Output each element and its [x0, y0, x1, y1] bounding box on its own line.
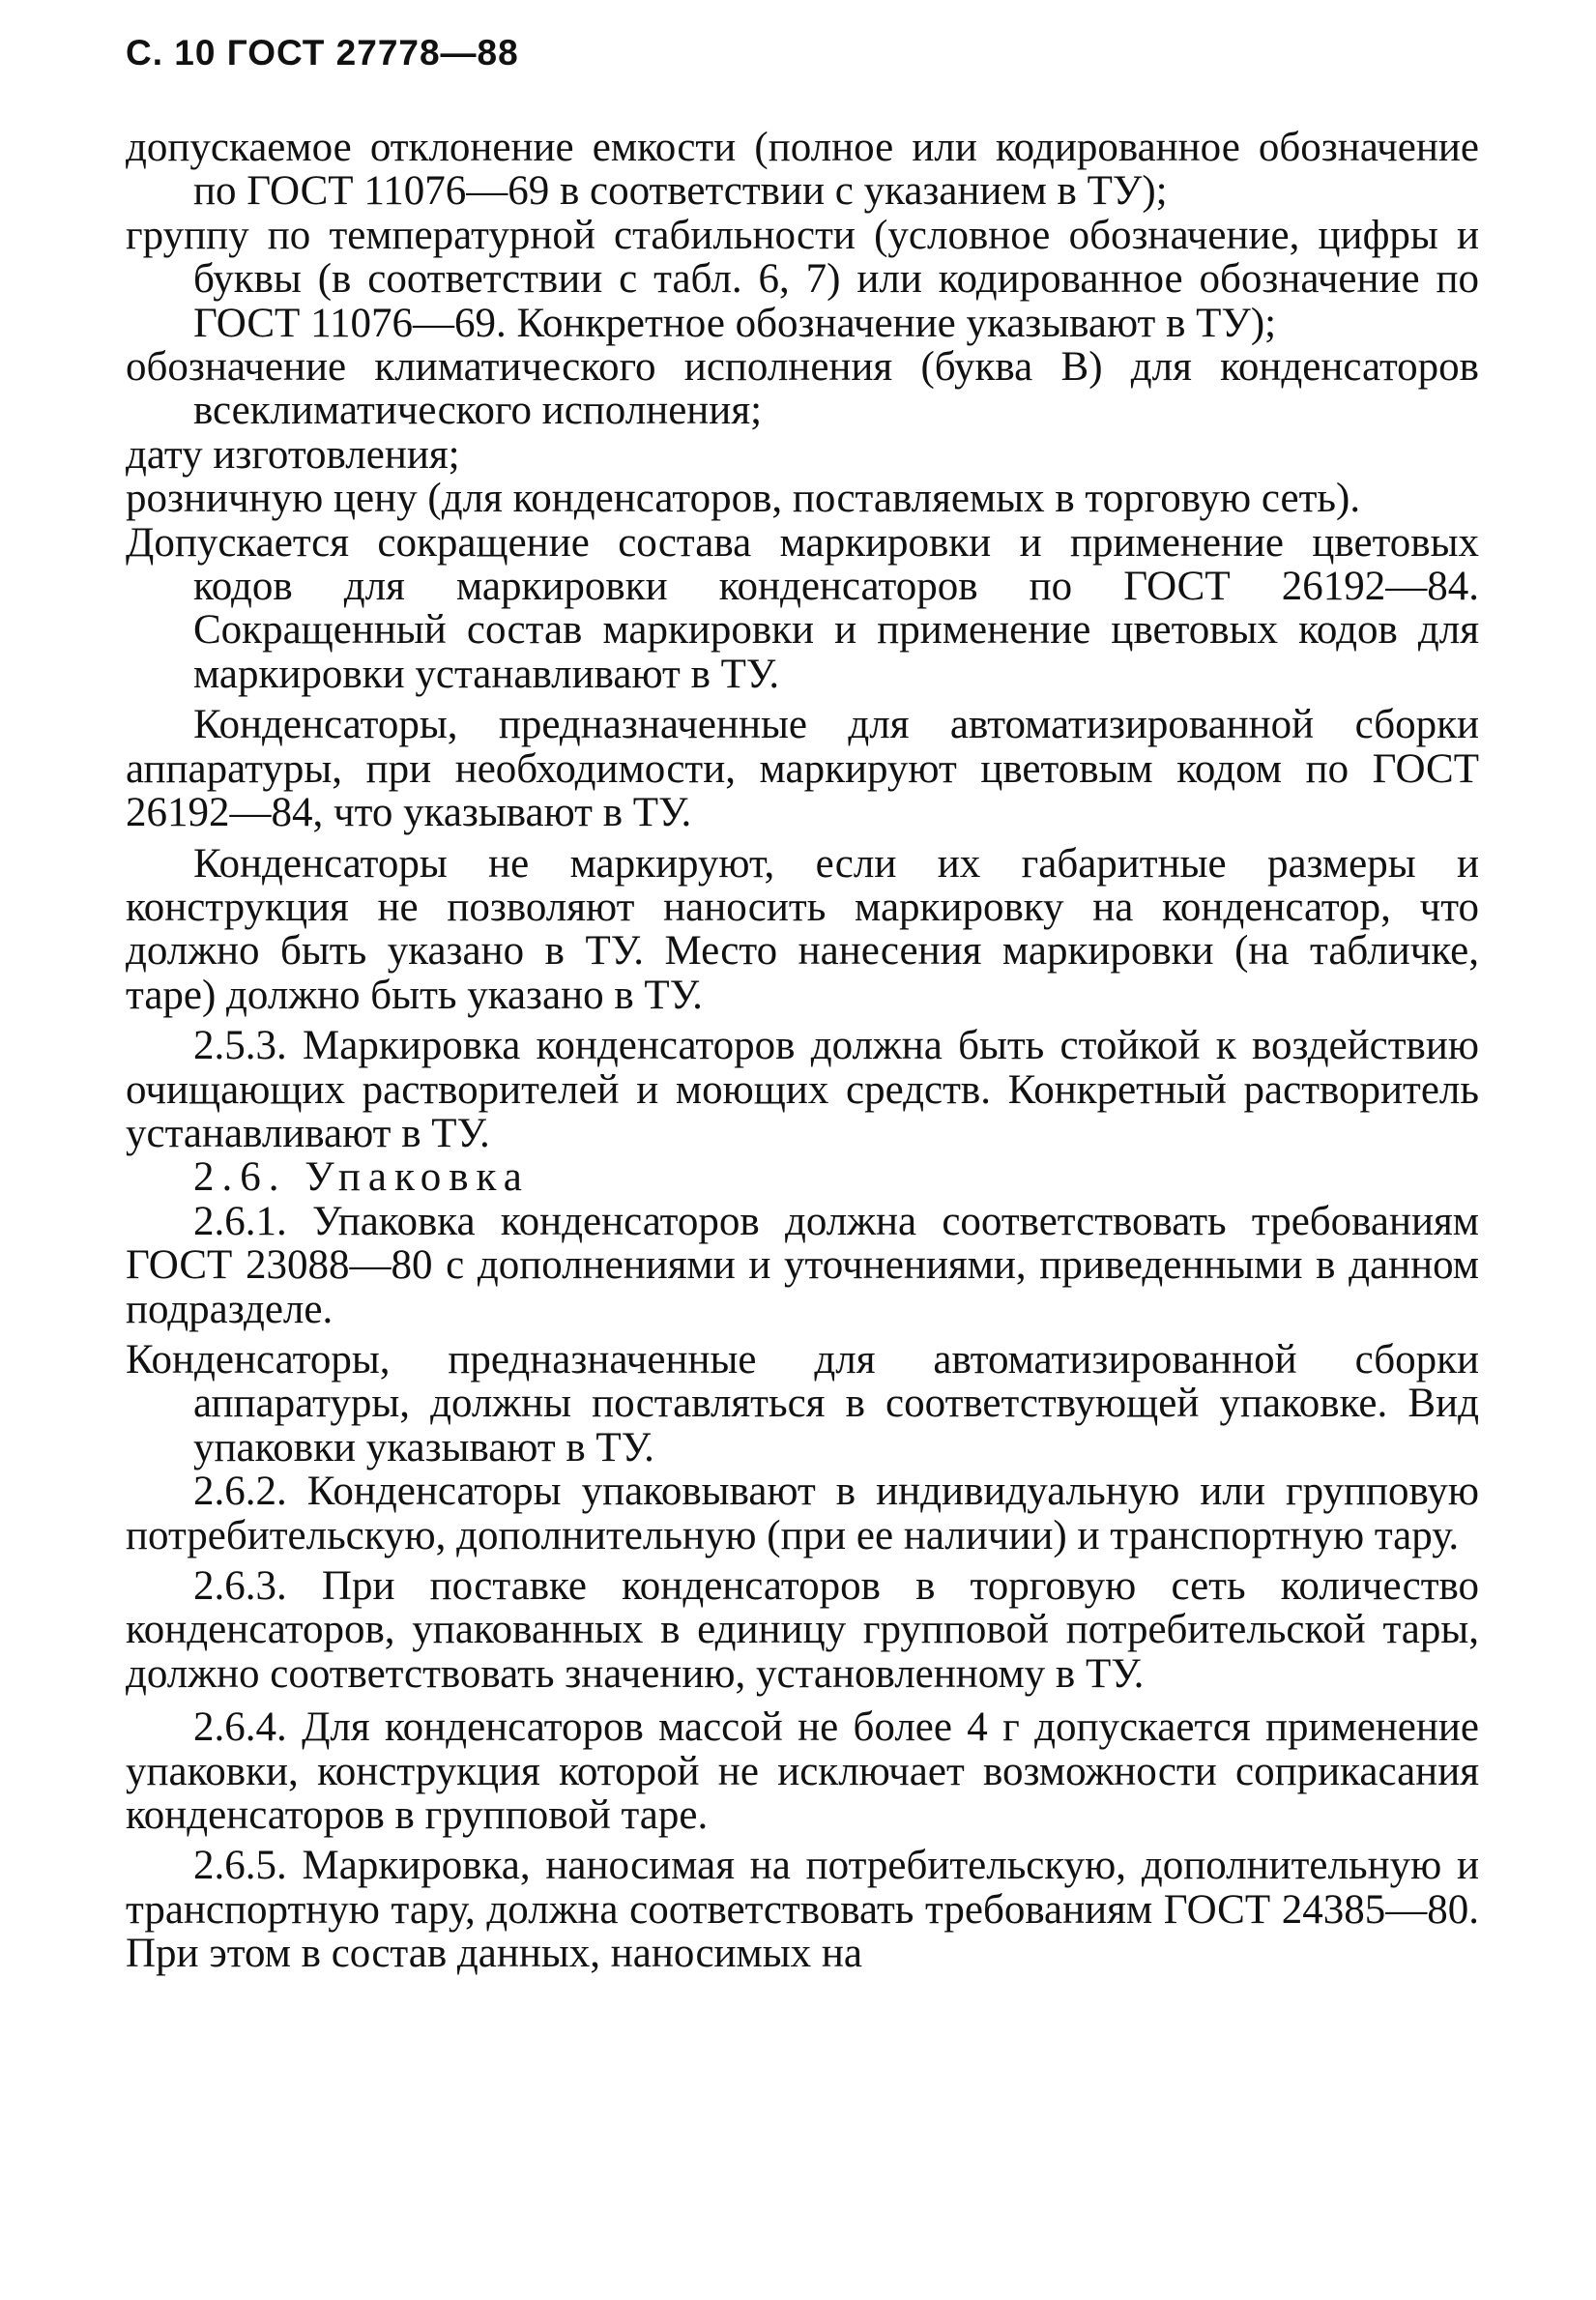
paragraph-temperature-stability-group: группу по температурной стабильности (условное обозначение, цифры и буквы (в соответствии с табл. 6, 7) или кодированное обозначение по ГОСТ 11076—69. Конкретное обозначение указывают в ТУ); — [126, 212, 1479, 346]
paragraph-capacitance-tolerance: допускаемое отклонение емкости (полное или кодированное обозначение по ГОСТ 11076—69 в соответствии с указанием в ТУ); — [126, 125, 1479, 215]
paragraph-2-6-5: 2.6.5. Маркировка, наносимая на потребительскую, дополнительную и транспортную тару, должна соответствовать требованиям ГОСТ 24385—80. При этом в состав данных, наносимых на — [126, 1843, 1479, 1977]
paragraph-2-6-4: 2.6.4. Для конденсаторов массой не более 4 г допускается применение упаковки, конструкция которой не исключает возможности соприкасания конденсаторов в групповой таре. — [126, 1704, 1479, 1839]
paragraph-2-6-3: 2.6.3. При поставке конденсаторов в торговую сеть количество конденсаторов, упакованных в единицу групповой потребительской тары, должно соответствовать значению, установленному в ТУ. — [126, 1563, 1479, 1697]
document-body — [126, 126, 1479, 1976]
paragraph-unmarked-capacitors: Конденсаторы не маркируют, если их габаритные размеры и конструкция не позволяют наносить маркировку на конденсатор, что должно быть указано в ТУ. Место нанесения маркировки (на табличке, таре) должно быть указано в ТУ. — [126, 840, 1479, 1018]
paragraph-marking-reduction: Допускается сокращение состава маркировки и применение цветовых кодов для маркировки конденсаторов по ГОСТ 26192—84. Сокращенный состав маркировки и применение цветовых кодов для маркировки устанавливают в ТУ. — [126, 519, 1479, 697]
paragraph-manufacture-date: дату изготовления; — [126, 431, 460, 478]
paragraph-2-5-3: 2.5.3. Маркировка конденсаторов должна быть стойкой к воздействию очищающих растворителей и моющих средств. Конкретный растворитель устанавливают в ТУ. — [126, 1023, 1479, 1156]
paragraph-climatic-designation: обозначение климатического исполнения (буква В) для конденсаторов всеклиматического исполнения; — [126, 344, 1479, 434]
paragraph-retail-price: розничную цену (для конденсаторов, поставляемых в торговую сеть). — [126, 476, 1361, 522]
paragraph-2-6-2: 2.6.2. Конденсаторы упаковывают в индивидуальную или групповую потребительскую, дополнительную (при ее наличии) и транспортную тару. — [126, 1469, 1479, 1558]
section-heading-packaging: 2.6. Упаковка — [193, 1154, 530, 1201]
page-running-head: С. 10 ГОСТ 27778—88 — [126, 33, 519, 73]
paragraph-2-6-1: 2.6.1. Упаковка конденсаторов должна соответствовать требованиям ГОСТ 23088—80 с дополнениями и уточнениями, приведенными в данном подразделе. — [126, 1198, 1479, 1332]
paragraph-automated-assembly-marking: Конденсаторы, предназначенные для автоматизированной сборки аппаратуры, при необходимости, маркируют цветовым кодом по ГОСТ 26192—84, что указывают в ТУ. — [126, 702, 1479, 836]
paragraph-automated-assembly-packaging: Конденсаторы, предназначенные для автоматизированной сборки аппаратуры, должны поставляться в соответствующей упаковке. Вид упаковки указывают в ТУ. — [126, 1336, 1479, 1470]
